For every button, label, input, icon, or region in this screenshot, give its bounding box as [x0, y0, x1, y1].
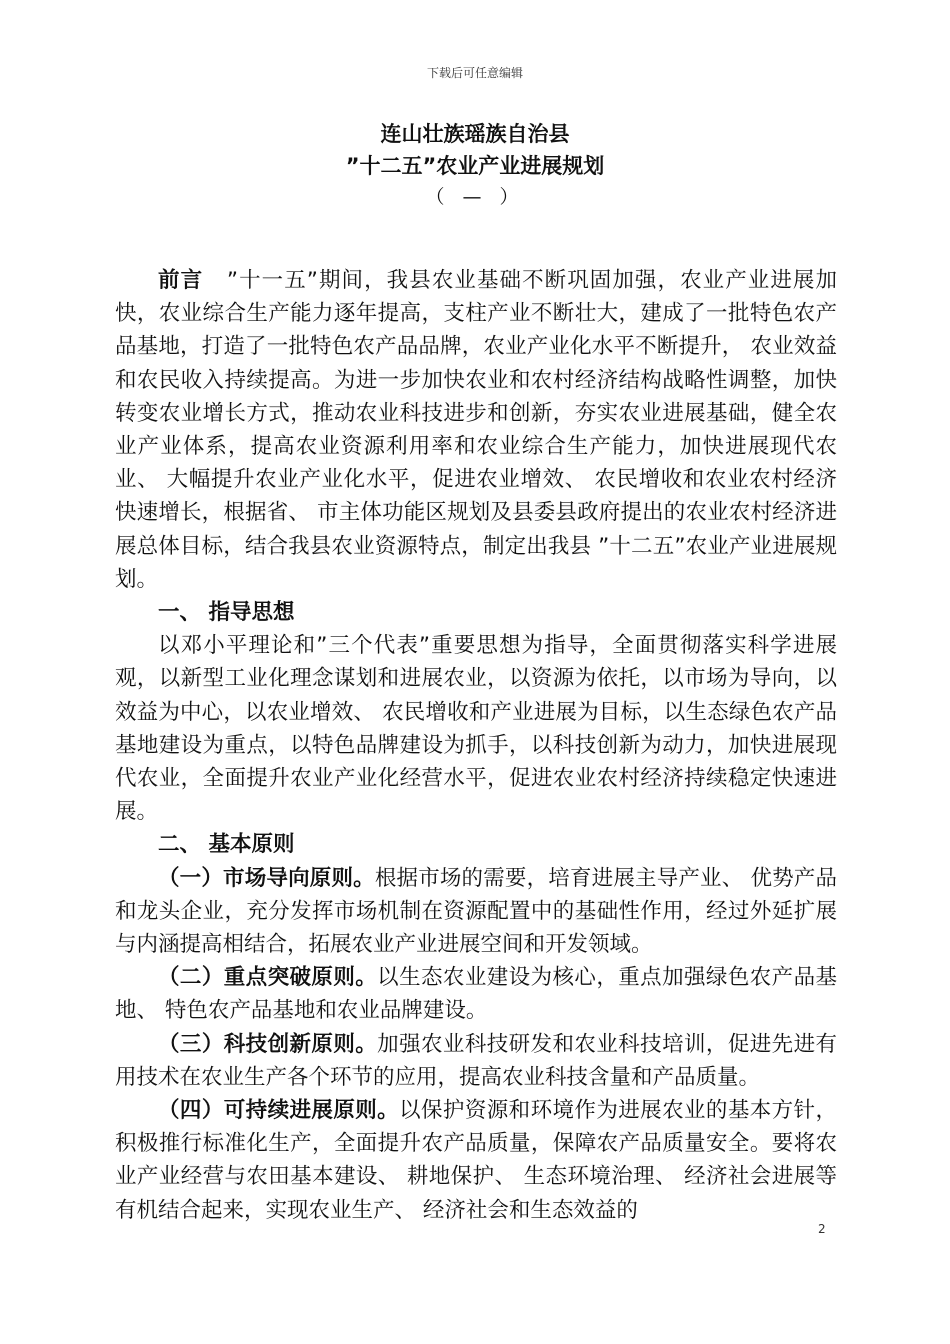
- section-heading-guiding-ideology: 一、 指导思想: [158, 600, 295, 626]
- principle-label: （三）科技创新原则。: [158, 1031, 378, 1057]
- document-body: [115, 264, 837, 1227]
- principle-sustainable-development: [115, 1094, 837, 1227]
- document-title-block: [0, 118, 950, 212]
- preface-paragraph: [115, 264, 837, 596]
- document-title-part: （ — ）: [425, 186, 525, 208]
- principle-label: （二）重点突破原则。: [158, 965, 378, 991]
- page-number: 2: [818, 1222, 826, 1236]
- preface-text: ”十一五”期间，我县农业基础不断巩固加强，农业产业进展加快，农业综合生产能力逐年提高，支柱产业不断壮大，建成了一批特色农产品基地，打造了一批特色农产品品牌，农业产业化水平不断提升， 农业效益和农民收入持续提高。为进一步加快农业和农村经济结构战略性调整，加快转变农业增长方式，推动农业科技进步和创新，夯实农业进展基础，健全农业产业体系，提高农业资源利用率和农业综合生产能力，加快进展现代农业、 大幅提升农业产业化水平，促进农业增效、 农民增收和农业农村经济快速增长，根据省、 市主体功能区规划及县委县政府提出的农业农村经济进展总体目标，结合我县农业资源特点，制定出我县 ”十二五”农业产业进展规划。: [115, 268, 837, 592]
- preface-label: 前言: [158, 268, 204, 293]
- principle-label: （一）市场导向原则。: [158, 865, 375, 891]
- header-note: 下载后可任意编辑: [426, 66, 523, 80]
- guiding-ideology-paragraph: 以邓小平理论和”三个代表”重要思想为指导，全面贯彻落实科学进展观，以新型工业化理念谋划和进展农业，以资源为依托，以市场为导向，以效益为中心，以农业增效、 农民增收和产业进展为目标，以生态绿色农产品基地建设为重点，以特色品牌建设为抓手，以科技创新为动力，加快进展现代农业，全面提升农业产业化经营水平，促进农业农村经济持续稳定快速进展。: [115, 633, 837, 825]
- section-heading-basic-principles: 二、 基本原则: [158, 832, 295, 858]
- principle-text: 根据市场的需要，培育进展主导产业、 优势产品和龙头企业，充分发挥市场机制在资源配置中的基础性作用，经过外延扩展与内涵提高相结合，拓展农业产业进展空间和开发领域。: [115, 865, 837, 958]
- principle-key-breakthrough: [115, 961, 837, 1027]
- principle-text: 加强农业科技研发和农业科技培训，促进先进有用技术在农业生产各个环节的应用，提高农业科技含量和产品质量。: [115, 1031, 837, 1090]
- principle-text: 以保护资源和环境作为进展农业的基本方针，积极推行标准化生产，全面提升农产品质量，保障农产品质量安全。要将农业产业经营与农田基本建设、 耕地保护、 生态环境治理、 经济社会进展等有机结合起来，实现农业生产、 经济社会和生态效益的: [115, 1098, 837, 1223]
- principle-tech-innovation: [115, 1028, 837, 1094]
- document-title-plan: ”十二五”农业产业进展规划: [345, 154, 605, 178]
- principle-market-oriented: [115, 862, 837, 962]
- document-title-county: 连山壮族瑶族自治县: [380, 122, 570, 146]
- principle-text: 以生态农业建设为核心，重点加强绿色农产品基地、 特色农产品基地和农业品牌建设。: [115, 965, 837, 1024]
- principle-label: （四）可持续进展原则。: [158, 1098, 400, 1124]
